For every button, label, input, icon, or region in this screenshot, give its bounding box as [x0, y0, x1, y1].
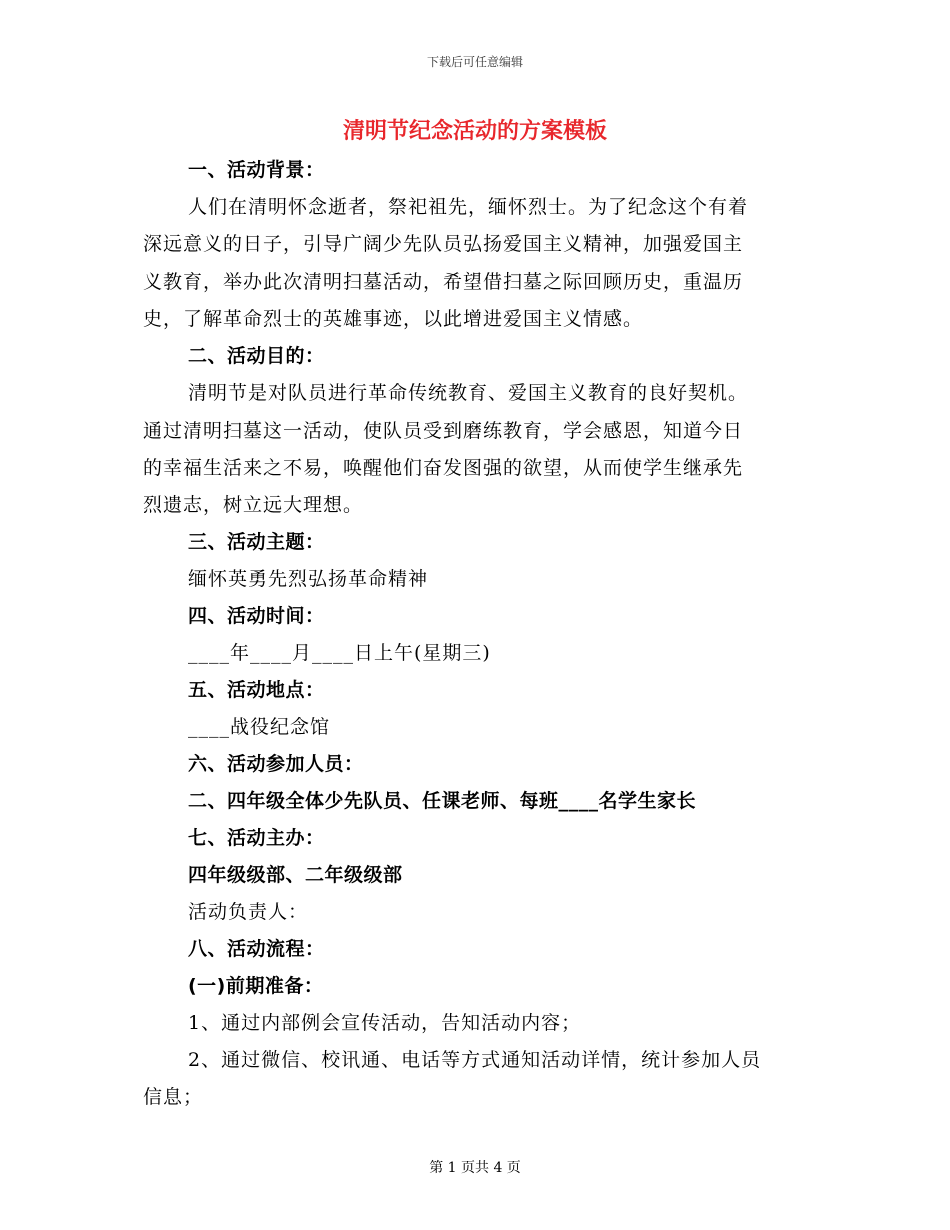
- section-7-heading: 七、活动主办：: [188, 827, 325, 849]
- location-text: ____战役纪念馆: [188, 716, 331, 738]
- section-4-heading: 四、活动时间：: [188, 605, 325, 627]
- participants-text: 二、四年级全体少先队员、任课老师、每班____名学生家长: [188, 790, 697, 812]
- theme-text: 缅怀英勇先烈弘扬革命精神: [188, 568, 429, 590]
- section-2-heading: 二、活动目的：: [188, 345, 325, 367]
- header-note: 下载后可任意编辑: [426, 55, 523, 69]
- section-3-heading: 三、活动主题：: [188, 531, 325, 553]
- section-5-heading: 五、活动地点：: [188, 679, 325, 701]
- section-8-heading: 八、活动流程：: [188, 938, 325, 960]
- person-in-charge: 活动负责人：: [188, 901, 309, 923]
- list-item-continuation: 信息；: [143, 1086, 204, 1108]
- paragraph-line: 烈遗志，树立远大理想。: [143, 494, 364, 516]
- list-item: 1、通过内部例会宣传活动，告知活动内容；: [188, 1012, 582, 1034]
- paragraph-line: 史，了解革命烈士的英雄事迹，以此增进爱国主义情感。: [143, 308, 644, 330]
- subsection-heading: (一)前期准备：: [188, 975, 324, 997]
- paragraph-line: 清明节是对队员进行革命传统教育、爱国主义教育的良好契机。: [188, 382, 749, 404]
- section-6-heading: 六、活动参加人员：: [188, 753, 364, 775]
- paragraph-line: 义教育，举办此次清明扫墓活动，希望借扫墓之际回顾历史，重温历: [143, 271, 744, 293]
- paragraph-line: 通过清明扫墓这一活动，使队员受到磨练教育，学会感恩，知道今日: [143, 420, 744, 442]
- page-title: 清明节纪念活动的方案模板: [342, 119, 607, 144]
- section-1-heading: 一、活动背景：: [188, 159, 325, 181]
- time-text: ____年____月____日上午(星期三): [188, 642, 491, 664]
- list-item: 2、通过微信、校讯通、电话等方式通知活动详情，统计参加人员: [188, 1049, 762, 1071]
- organizer-text: 四年级级部、二年级级部: [188, 864, 403, 886]
- paragraph-line: 人们在清明怀念逝者，祭祀祖先，缅怀烈士。为了纪念这个有着: [188, 196, 749, 218]
- paragraph-line: 深远意义的日子，引导广阔少先队员弘扬爱国主义精神，加强爱国主: [143, 233, 744, 255]
- paragraph-line: 的幸福生活来之不易，唤醒他们奋发图强的欲望，从而使学生继承先: [143, 457, 744, 479]
- page-footer: 第 1 页共 4 页: [429, 1160, 521, 1176]
